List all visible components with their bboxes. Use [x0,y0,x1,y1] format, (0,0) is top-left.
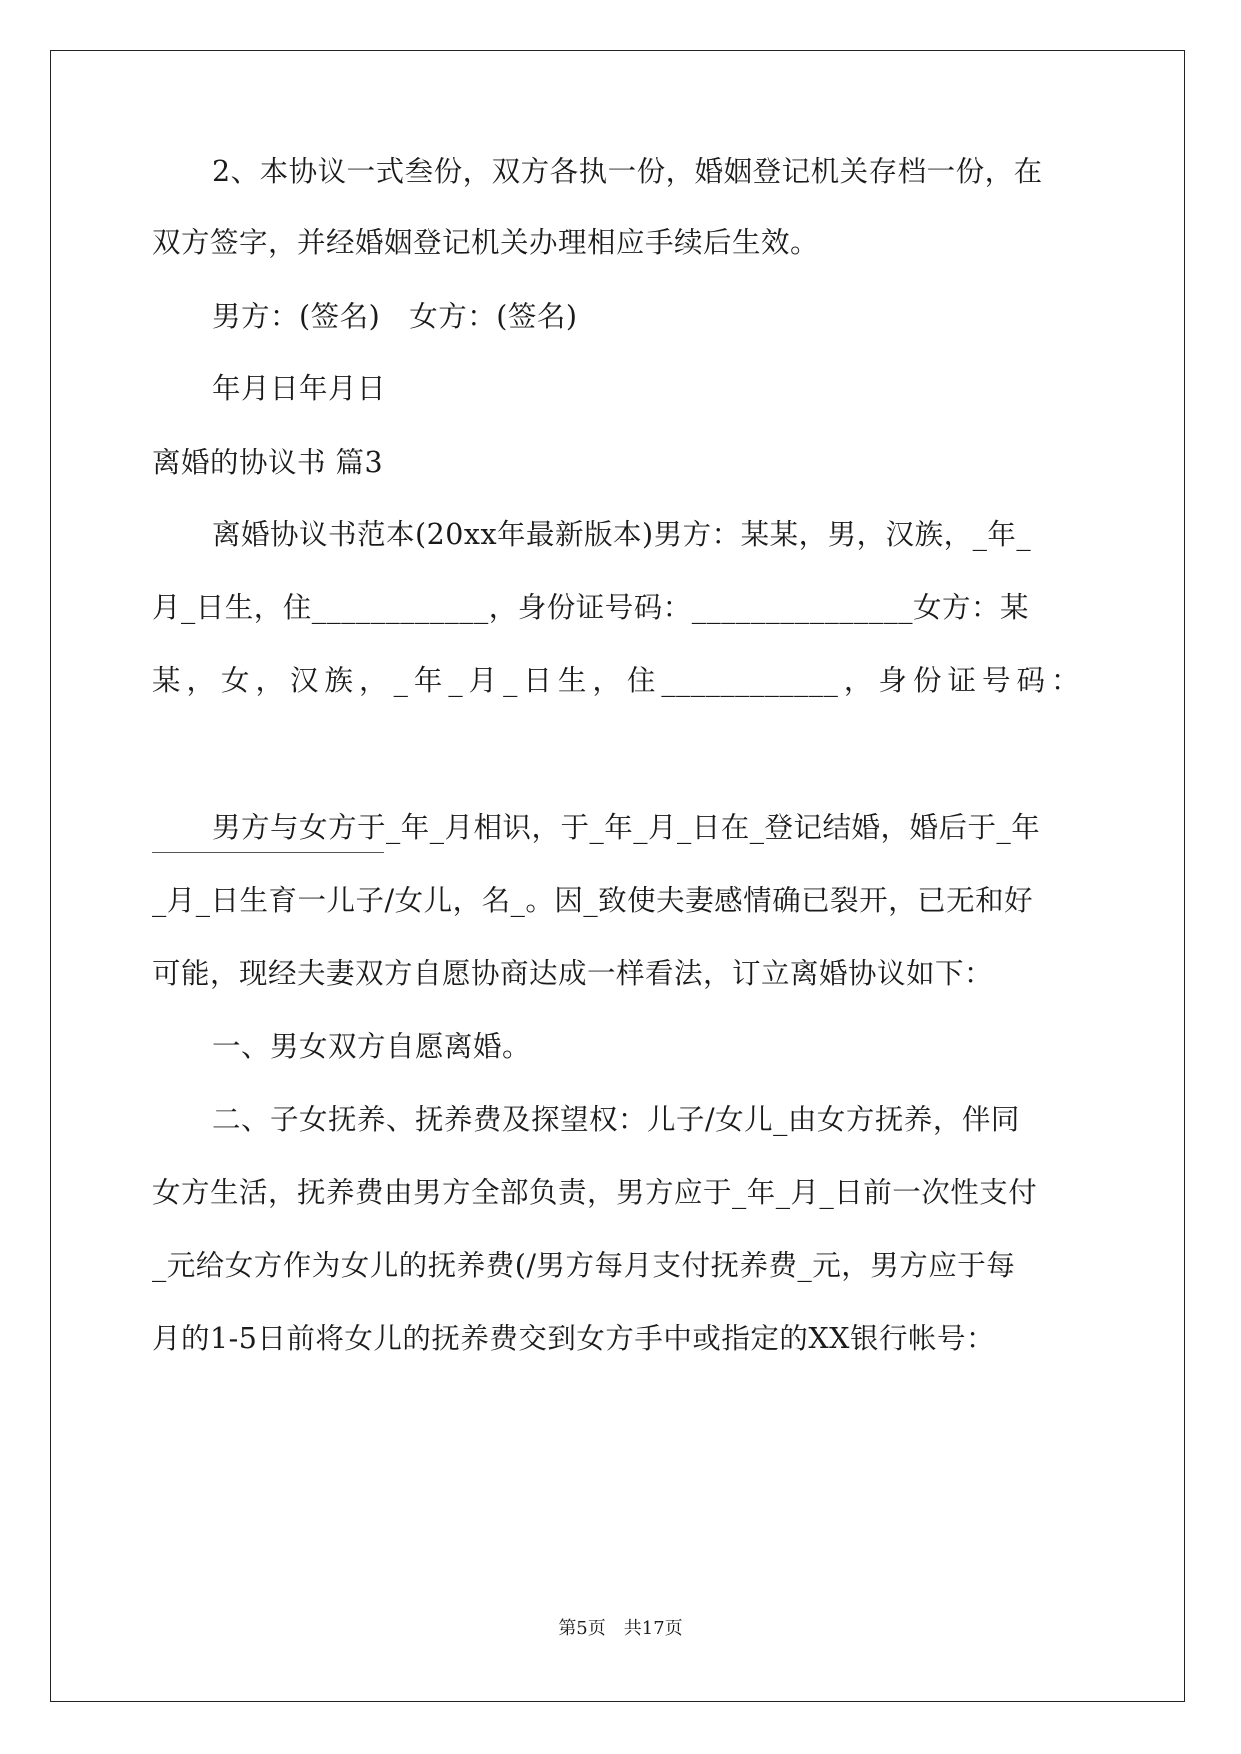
paragraph-line: _元给女方作为女儿的抚养费(/男方每月支付抚养费_元，男方应于每 [152,1249,1016,1282]
paragraph-line: 可能，现经夫妻双方自愿协商达成一样看法，订立离婚协议如下： [152,957,994,990]
page-number: 第5页 共17页 [558,1618,683,1639]
paragraph-line: 男方：(签名) 女方：(签名) [212,300,578,333]
paragraph-line: 月_日生，住____________，身份证号码：_______________女方：某 [152,591,1030,624]
paragraph-line: 双方签字，并经婚姻登记机关办理相应手续后生效。 [152,226,820,259]
paragraph-line: 女方生活，抚养费由男方全部负责，男方应于_年_月_日前一次性支付 [152,1176,1038,1209]
paragraph-line: 某，女，汉族，_年_月_日生，住____________，身份证号码： [152,664,1080,697]
paragraph-line: 2、本协议一式叁份，双方各执一份，婚姻登记机关存档一份，在 [212,155,1043,188]
section-heading: 离婚的协议书 篇3 [152,446,384,479]
paragraph-line: 离婚协议书范本(20xx年最新版本)男方：某某，男，汉族，_年_ [212,518,1032,551]
paragraph-line: 月的1-5日前将女儿的抚养费交到女方手中或指定的XX银行帐号： [152,1322,995,1355]
paragraph-line: 年月日年月日 [212,372,387,405]
paragraph-line: _月_日生育一儿子/女儿，名_。因_致使夫妻感情确已裂开，已无和好 [152,884,1034,917]
paragraph-line: 二、子女抚养、抚养费及探望权：儿子/女儿_由女方抚养，伴同 [212,1103,1020,1136]
paragraph-line: 一、男女双方自愿离婚。 [212,1030,532,1063]
paragraph-line: 男方与女方于_年_月相识，于_年_月_日在_登记结婚，婚后于_年 [212,811,1041,844]
blank-fill-line [152,852,384,853]
